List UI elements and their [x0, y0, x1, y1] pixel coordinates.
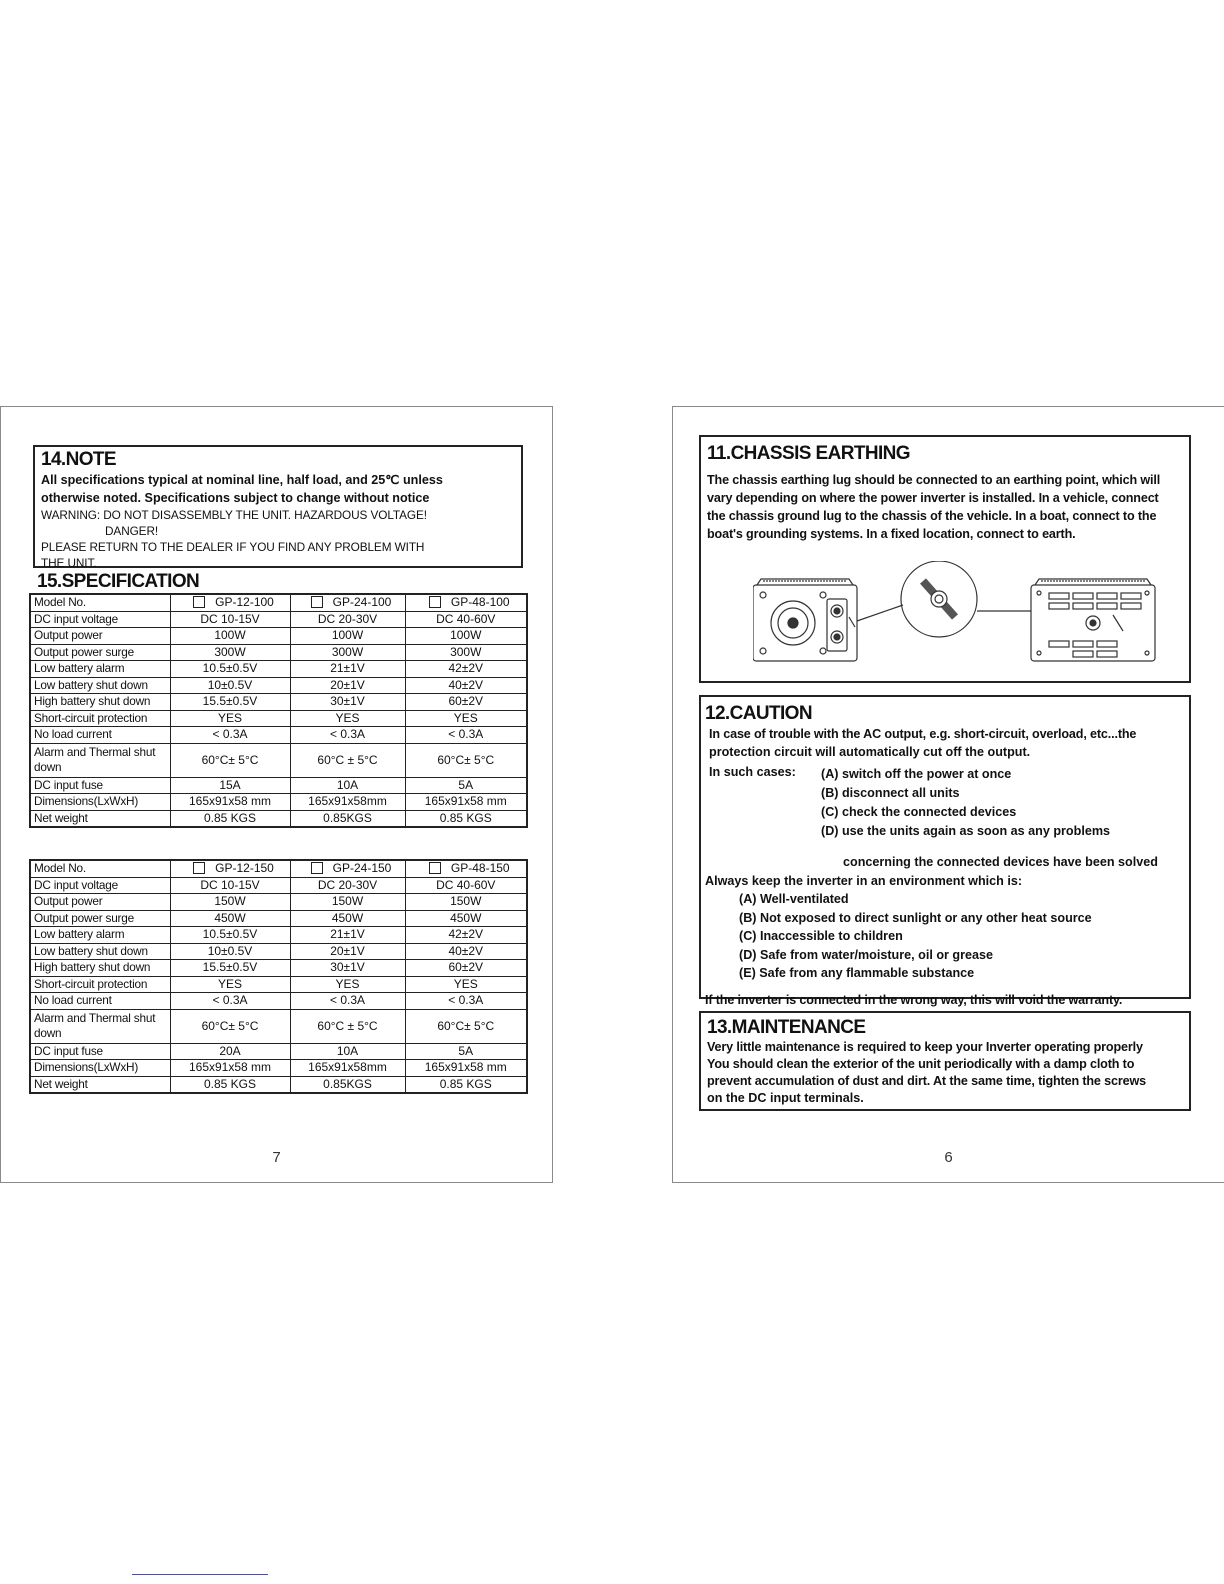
table-row	[30, 943, 527, 960]
cell: < 0.3A	[405, 727, 527, 744]
cell: 20±1V	[290, 943, 405, 960]
table-row	[30, 860, 527, 877]
cell: 0.85 KGS	[170, 810, 290, 827]
checkbox[interactable]	[311, 862, 323, 874]
maintenance-line-1: Very little maintenance is required to keep your Inverter operating properly	[707, 1040, 1143, 1054]
cell: 60°C ± 5°C	[290, 743, 405, 777]
maintenance-box	[699, 1011, 1191, 1111]
cell: 0.85KGS	[290, 810, 405, 827]
maintenance-line-4: on the DC input terminals.	[707, 1091, 864, 1105]
note-title: 14.NOTE	[41, 449, 116, 470]
cell: 15.5±0.5V	[170, 960, 290, 977]
cell: YES	[170, 976, 290, 993]
table-row	[30, 628, 527, 645]
environment-intro: Always keep the inverter in an environment which is:	[705, 874, 1023, 888]
maintenance-title: 13.MAINTENANCE	[707, 1017, 866, 1038]
cell: 0.85KGS	[290, 1076, 405, 1093]
inverter-rear-panel	[753, 579, 857, 661]
row-label: Short-circuit protection	[30, 976, 170, 993]
cell: < 0.3A	[290, 993, 405, 1010]
table-row	[30, 1076, 527, 1093]
cell: 15A	[170, 777, 290, 794]
cell: 60±2V	[405, 960, 527, 977]
checkbox[interactable]	[193, 862, 205, 874]
cell: 10±0.5V	[170, 677, 290, 694]
environment-item: (E) Safe from any flammable substance	[739, 966, 975, 980]
cell: 5A	[405, 777, 527, 794]
cell: 100W	[405, 628, 527, 645]
cell: 165x91x58 mm	[170, 794, 290, 811]
note-return-1: PLEASE RETURN TO THE DEALER IF YOU FIND ANY PROBLEM WITH	[41, 540, 425, 554]
chassis-line-4: boat's grounding systems. In a fixed location, connect to earth.	[707, 527, 1076, 541]
cell: 450W	[290, 910, 405, 927]
cell: 60°C ± 5°C	[290, 1009, 405, 1043]
cell: 20A	[170, 1043, 290, 1060]
cell: DC 40-60V	[405, 877, 527, 894]
row-label: DC input voltage	[30, 611, 170, 628]
model-name: GP-24-150	[332, 861, 392, 876]
cell: 40±2V	[405, 943, 527, 960]
table-row	[30, 661, 527, 678]
cell: < 0.3A	[170, 993, 290, 1010]
cell: 10.5±0.5V	[170, 927, 290, 944]
row-label: DC input fuse	[30, 777, 170, 794]
table-row	[30, 644, 527, 661]
cell: 10±0.5V	[170, 943, 290, 960]
row-label: Dimensions(LxWxH)	[30, 794, 170, 811]
chassis-title: 11.CHASSIS EARTHING	[707, 443, 910, 464]
page-number: 7	[272, 1149, 281, 1166]
table-row	[30, 743, 527, 777]
right-page	[672, 406, 1224, 1183]
table-row	[30, 1009, 527, 1043]
model-name: GP-48-100	[450, 595, 510, 610]
cell: 60°C± 5°C	[170, 1009, 290, 1043]
row-label: Alarm and Thermal shut down	[30, 743, 170, 777]
row-label: Low battery alarm	[30, 927, 170, 944]
table-row	[30, 594, 527, 611]
cell: 60°C± 5°C	[405, 743, 527, 777]
chassis-line-1: The chassis earthing lug should be connected to an earthing point, which will	[707, 473, 1161, 487]
cell: 0.85 KGS	[170, 1076, 290, 1093]
caution-intro-2: protection circuit will automatically cut off the output.	[709, 745, 1031, 759]
table-row	[30, 777, 527, 794]
cell: DC 10-15V	[170, 611, 290, 628]
table-row	[30, 993, 527, 1010]
cell: DC 10-15V	[170, 877, 290, 894]
row-label: Net weight	[30, 1076, 170, 1093]
cell: 21±1V	[290, 927, 405, 944]
cell: 30±1V	[290, 694, 405, 711]
table-row	[30, 960, 527, 977]
cell: 60±2V	[405, 694, 527, 711]
row-label: High battery shut down	[30, 694, 170, 711]
cell: 450W	[170, 910, 290, 927]
checkbox[interactable]	[429, 596, 441, 608]
row-label: Low battery alarm	[30, 661, 170, 678]
inverter-front-panel	[1031, 579, 1155, 661]
page-number: 6	[944, 1149, 953, 1166]
row-label: Low battery shut down	[30, 943, 170, 960]
row-label: High battery shut down	[30, 960, 170, 977]
cell: 150W	[290, 894, 405, 911]
link-underline	[132, 1574, 268, 1575]
left-page	[0, 406, 553, 1183]
cell: 100W	[170, 628, 290, 645]
row-label: Output power	[30, 628, 170, 645]
cell: 42±2V	[405, 927, 527, 944]
checkbox[interactable]	[429, 862, 441, 874]
cell: 60°C± 5°C	[405, 1009, 527, 1043]
cell: YES	[170, 710, 290, 727]
cell: < 0.3A	[170, 727, 290, 744]
chassis-earthing-diagram	[753, 561, 1163, 671]
row-label: Short-circuit protection	[30, 710, 170, 727]
cell: 30±1V	[290, 960, 405, 977]
cell: 165x91x58mm	[290, 1060, 405, 1077]
table-row	[30, 927, 527, 944]
caution-step-d-continued: concerning the connected devices have been solved	[843, 855, 1158, 869]
row-label: Model No.	[30, 594, 170, 611]
note-box	[33, 445, 523, 568]
cell: YES	[290, 976, 405, 993]
cell: DC 20-30V	[290, 611, 405, 628]
cell: 5A	[405, 1043, 527, 1060]
cell: 150W	[170, 894, 290, 911]
row-label: Alarm and Thermal shut down	[30, 1009, 170, 1043]
model-checkbox-cell[interactable]	[405, 860, 527, 877]
note-line-1: All specifications typical at nominal line, half load, and 25℃ unless	[41, 473, 443, 487]
cell: < 0.3A	[290, 727, 405, 744]
environment-item: (B) Not exposed to direct sunlight or any other heat source	[739, 910, 1092, 925]
caution-step: (C) check the connected devices	[821, 805, 1017, 819]
caution-step: (B) disconnect all units	[821, 786, 960, 800]
chassis-line-2: vary depending on where the power inverter is installed. In a vehicle, connect	[707, 491, 1159, 505]
cell: < 0.3A	[405, 993, 527, 1010]
cell: YES	[405, 976, 527, 993]
in-such-cases-label: In such cases:	[709, 765, 796, 779]
spec-table-100w	[29, 593, 528, 828]
model-name: GP-48-150	[450, 861, 510, 876]
earth-lead-left	[857, 605, 903, 621]
table-row	[30, 976, 527, 993]
cell: 300W	[170, 644, 290, 661]
cell: 165x91x58 mm	[170, 1060, 290, 1077]
model-checkbox-cell[interactable]	[170, 860, 290, 877]
table-row	[30, 1060, 527, 1077]
spec-table-150w	[29, 859, 528, 1094]
cell: 42±2V	[405, 661, 527, 678]
cell: 60°C± 5°C	[170, 743, 290, 777]
cell: 0.85 KGS	[405, 1076, 527, 1093]
cell: 300W	[405, 644, 527, 661]
row-label: Output power	[30, 894, 170, 911]
cell: 150W	[405, 894, 527, 911]
cell: 15.5±0.5V	[170, 694, 290, 711]
model-name: GP-12-150	[215, 861, 274, 876]
note-warning: WARNING: DO NOT DISASSEMBLY THE UNIT. HAZARDOUS VOLTAGE!	[41, 508, 427, 522]
caution-step: (D) use the units again as soon as any problems	[821, 824, 1111, 838]
cell: 10A	[290, 1043, 405, 1060]
cell: 450W	[405, 910, 527, 927]
cell: 10A	[290, 777, 405, 794]
row-label: Output power surge	[30, 644, 170, 661]
row-label: Net weight	[30, 810, 170, 827]
cell: 10.5±0.5V	[170, 661, 290, 678]
model-name: GP-24-100	[332, 595, 392, 610]
cell: 165x91x58 mm	[405, 1060, 527, 1077]
row-label: DC input fuse	[30, 1043, 170, 1060]
table-row	[30, 910, 527, 927]
cell: 100W	[290, 628, 405, 645]
environment-item: (D) Safe from water/moisture, oil or grease	[739, 947, 994, 962]
note-line-2: otherwise noted. Specifications subject to change without notice	[41, 491, 430, 505]
warranty-warning: If the inverter is connected in the wrong way, this will void the warranty.	[705, 992, 1123, 1007]
environment-item: (C) Inaccessible to children	[739, 929, 903, 943]
table-row	[30, 1043, 527, 1060]
cell: 165x91x58 mm	[405, 794, 527, 811]
chassis-line-3: the chassis ground lug to the chassis of the vehicle. In a boat, connect to the	[707, 509, 1157, 523]
cell: 0.85 KGS	[405, 810, 527, 827]
model-checkbox-cell[interactable]	[170, 594, 290, 611]
spec-title: 15.SPECIFICATION	[37, 571, 200, 592]
row-label: Low battery shut down	[30, 677, 170, 694]
caution-box	[699, 695, 1191, 1007]
cell: 165x91x58mm	[290, 794, 405, 811]
caution-title: 12.CAUTION	[705, 703, 812, 724]
row-label: Model No.	[30, 860, 170, 877]
cell: 40±2V	[405, 677, 527, 694]
table-row	[30, 894, 527, 911]
maintenance-line-3: prevent accumulation of dust and dirt. At the same time, tighten the screws	[707, 1074, 1146, 1088]
row-label: DC input voltage	[30, 877, 170, 894]
table-row	[30, 611, 527, 628]
cell: 300W	[290, 644, 405, 661]
cell: DC 20-30V	[290, 877, 405, 894]
checkbox[interactable]	[311, 596, 323, 608]
maintenance-line-2: You should clean the exterior of the unit periodically with a damp cloth to	[707, 1057, 1135, 1071]
earthing-lug-detail	[901, 561, 977, 637]
table-row	[30, 810, 527, 827]
caution-intro-1: In case of trouble with the AC output, e.g. short-circuit, overload, etc...the	[709, 727, 1137, 741]
table-row	[30, 694, 527, 711]
note-danger: DANGER!	[105, 524, 159, 538]
model-checkbox-cell[interactable]	[405, 594, 527, 611]
model-checkbox-cell[interactable]	[290, 594, 405, 611]
row-label: No load current	[30, 993, 170, 1010]
table-row	[30, 794, 527, 811]
cell: DC 40-60V	[405, 611, 527, 628]
cell: YES	[290, 710, 405, 727]
table-row	[30, 727, 527, 744]
chassis-earthing-box	[699, 435, 1191, 683]
cell: 20±1V	[290, 677, 405, 694]
model-checkbox-cell[interactable]	[290, 860, 405, 877]
table-row	[30, 710, 527, 727]
table-row	[30, 677, 527, 694]
cell: YES	[405, 710, 527, 727]
row-label: Output power surge	[30, 910, 170, 927]
row-label: Dimensions(LxWxH)	[30, 1060, 170, 1077]
checkbox[interactable]	[193, 596, 205, 608]
environment-item: (A) Well-ventilated	[739, 892, 849, 906]
note-return-2: THE UNIT.	[41, 556, 97, 570]
table-row	[30, 877, 527, 894]
cell: 21±1V	[290, 661, 405, 678]
caution-step: (A) switch off the power at once	[821, 767, 1012, 781]
model-name: GP-12-100	[215, 595, 274, 610]
row-label: No load current	[30, 727, 170, 744]
